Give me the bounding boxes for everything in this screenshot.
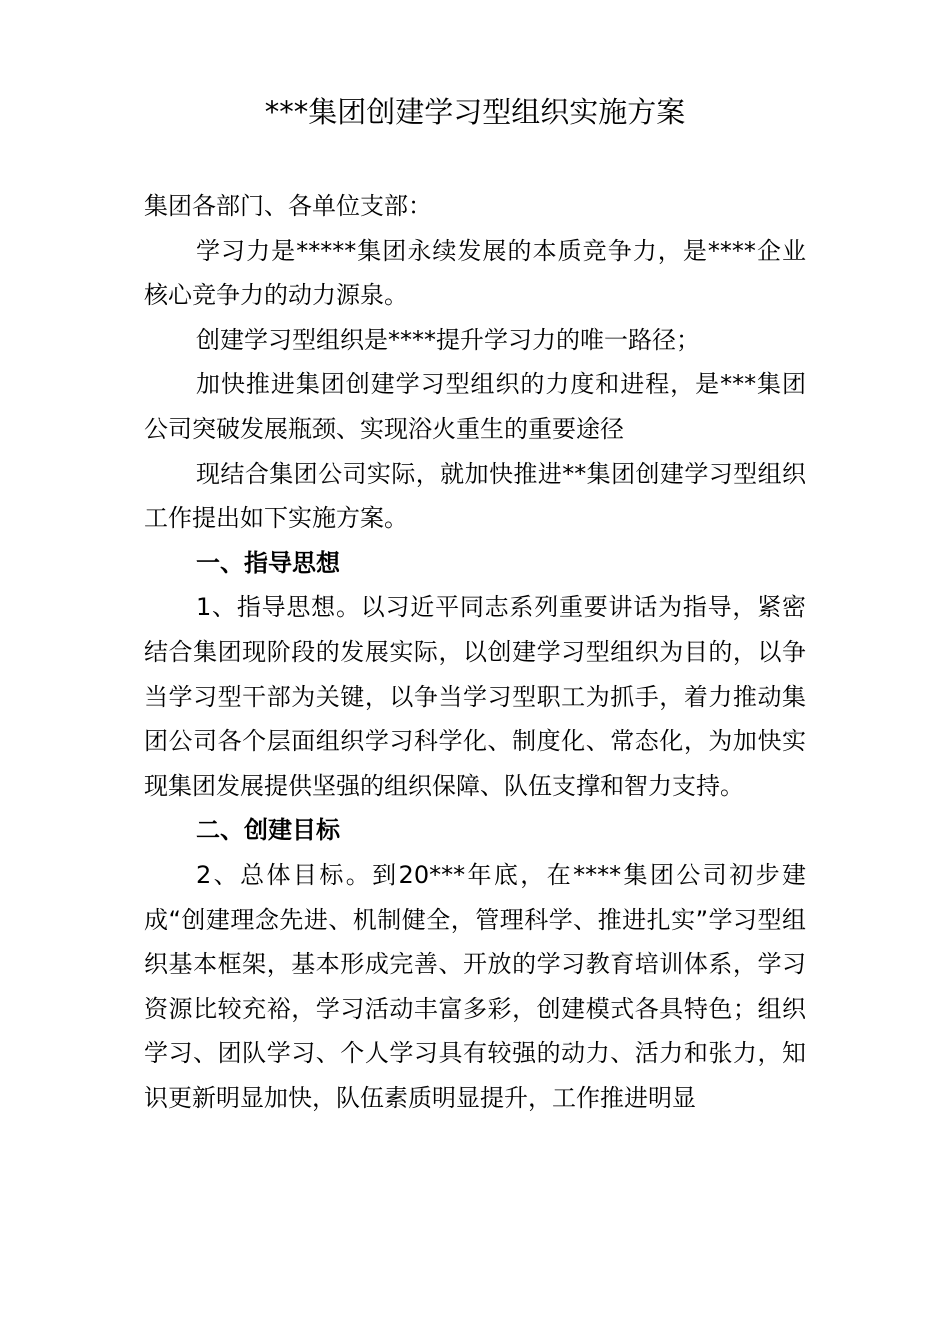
section-text-goals: 2、总体目标。到20***年底，在****集团公司初步建成“创建理念先进、机制健全，管理科学、推进扎实”学习型组织基本框架，基本形成完善、开放的学习教育培训体系，学习资源比较充裕，学习活动丰富多彩，创建模式各具特色；组织学习、团队学习、个人学习具有较强的动力、活力和张力，知识更新明显加快，队伍素质明显提升，工作推进明显 bbox=[144, 860, 806, 1112]
document-body bbox=[144, 184, 806, 1120]
paragraph-intro-3: 加快推进集团创建学习型组织的力度和进程，是***集团公司突破发展瓶颈、实现浴火重生的重要途径 bbox=[144, 370, 806, 443]
section-heading-goals: 二、创建目标 bbox=[196, 816, 340, 845]
salutation: 集团各部门、各单位支部： bbox=[144, 192, 432, 220]
paragraph-intro-1: 学习力是*****集团永续发展的本质竞争力，是****企业核心竞争力的动力源泉。 bbox=[144, 236, 806, 310]
section-text-guiding-ideology: 1、指导思想。以习近平同志系列重要讲话为指导，紧密结合集团现阶段的发展实际，以创建学习型组织为目的，以争当学习型干部为关键，以争当学习型职工为抓手，着力推动集团公司各个层面组织学习科学化、制度化、常态化，为加快实现集团发展提供坚强的组织保障、队伍支撑和智力支持。 bbox=[144, 593, 806, 800]
document-title: ***集团创建学习型组织实施方案 bbox=[264, 95, 686, 129]
paragraph-intro-2: 创建学习型组织是****提升学习力的唯一路径； bbox=[196, 325, 700, 354]
paragraph-intro-4: 现结合集团公司实际，就加快推进**集团创建学习型组织工作提出如下实施方案。 bbox=[144, 459, 806, 533]
section-heading-guiding-ideology: 一、指导思想 bbox=[196, 548, 340, 577]
